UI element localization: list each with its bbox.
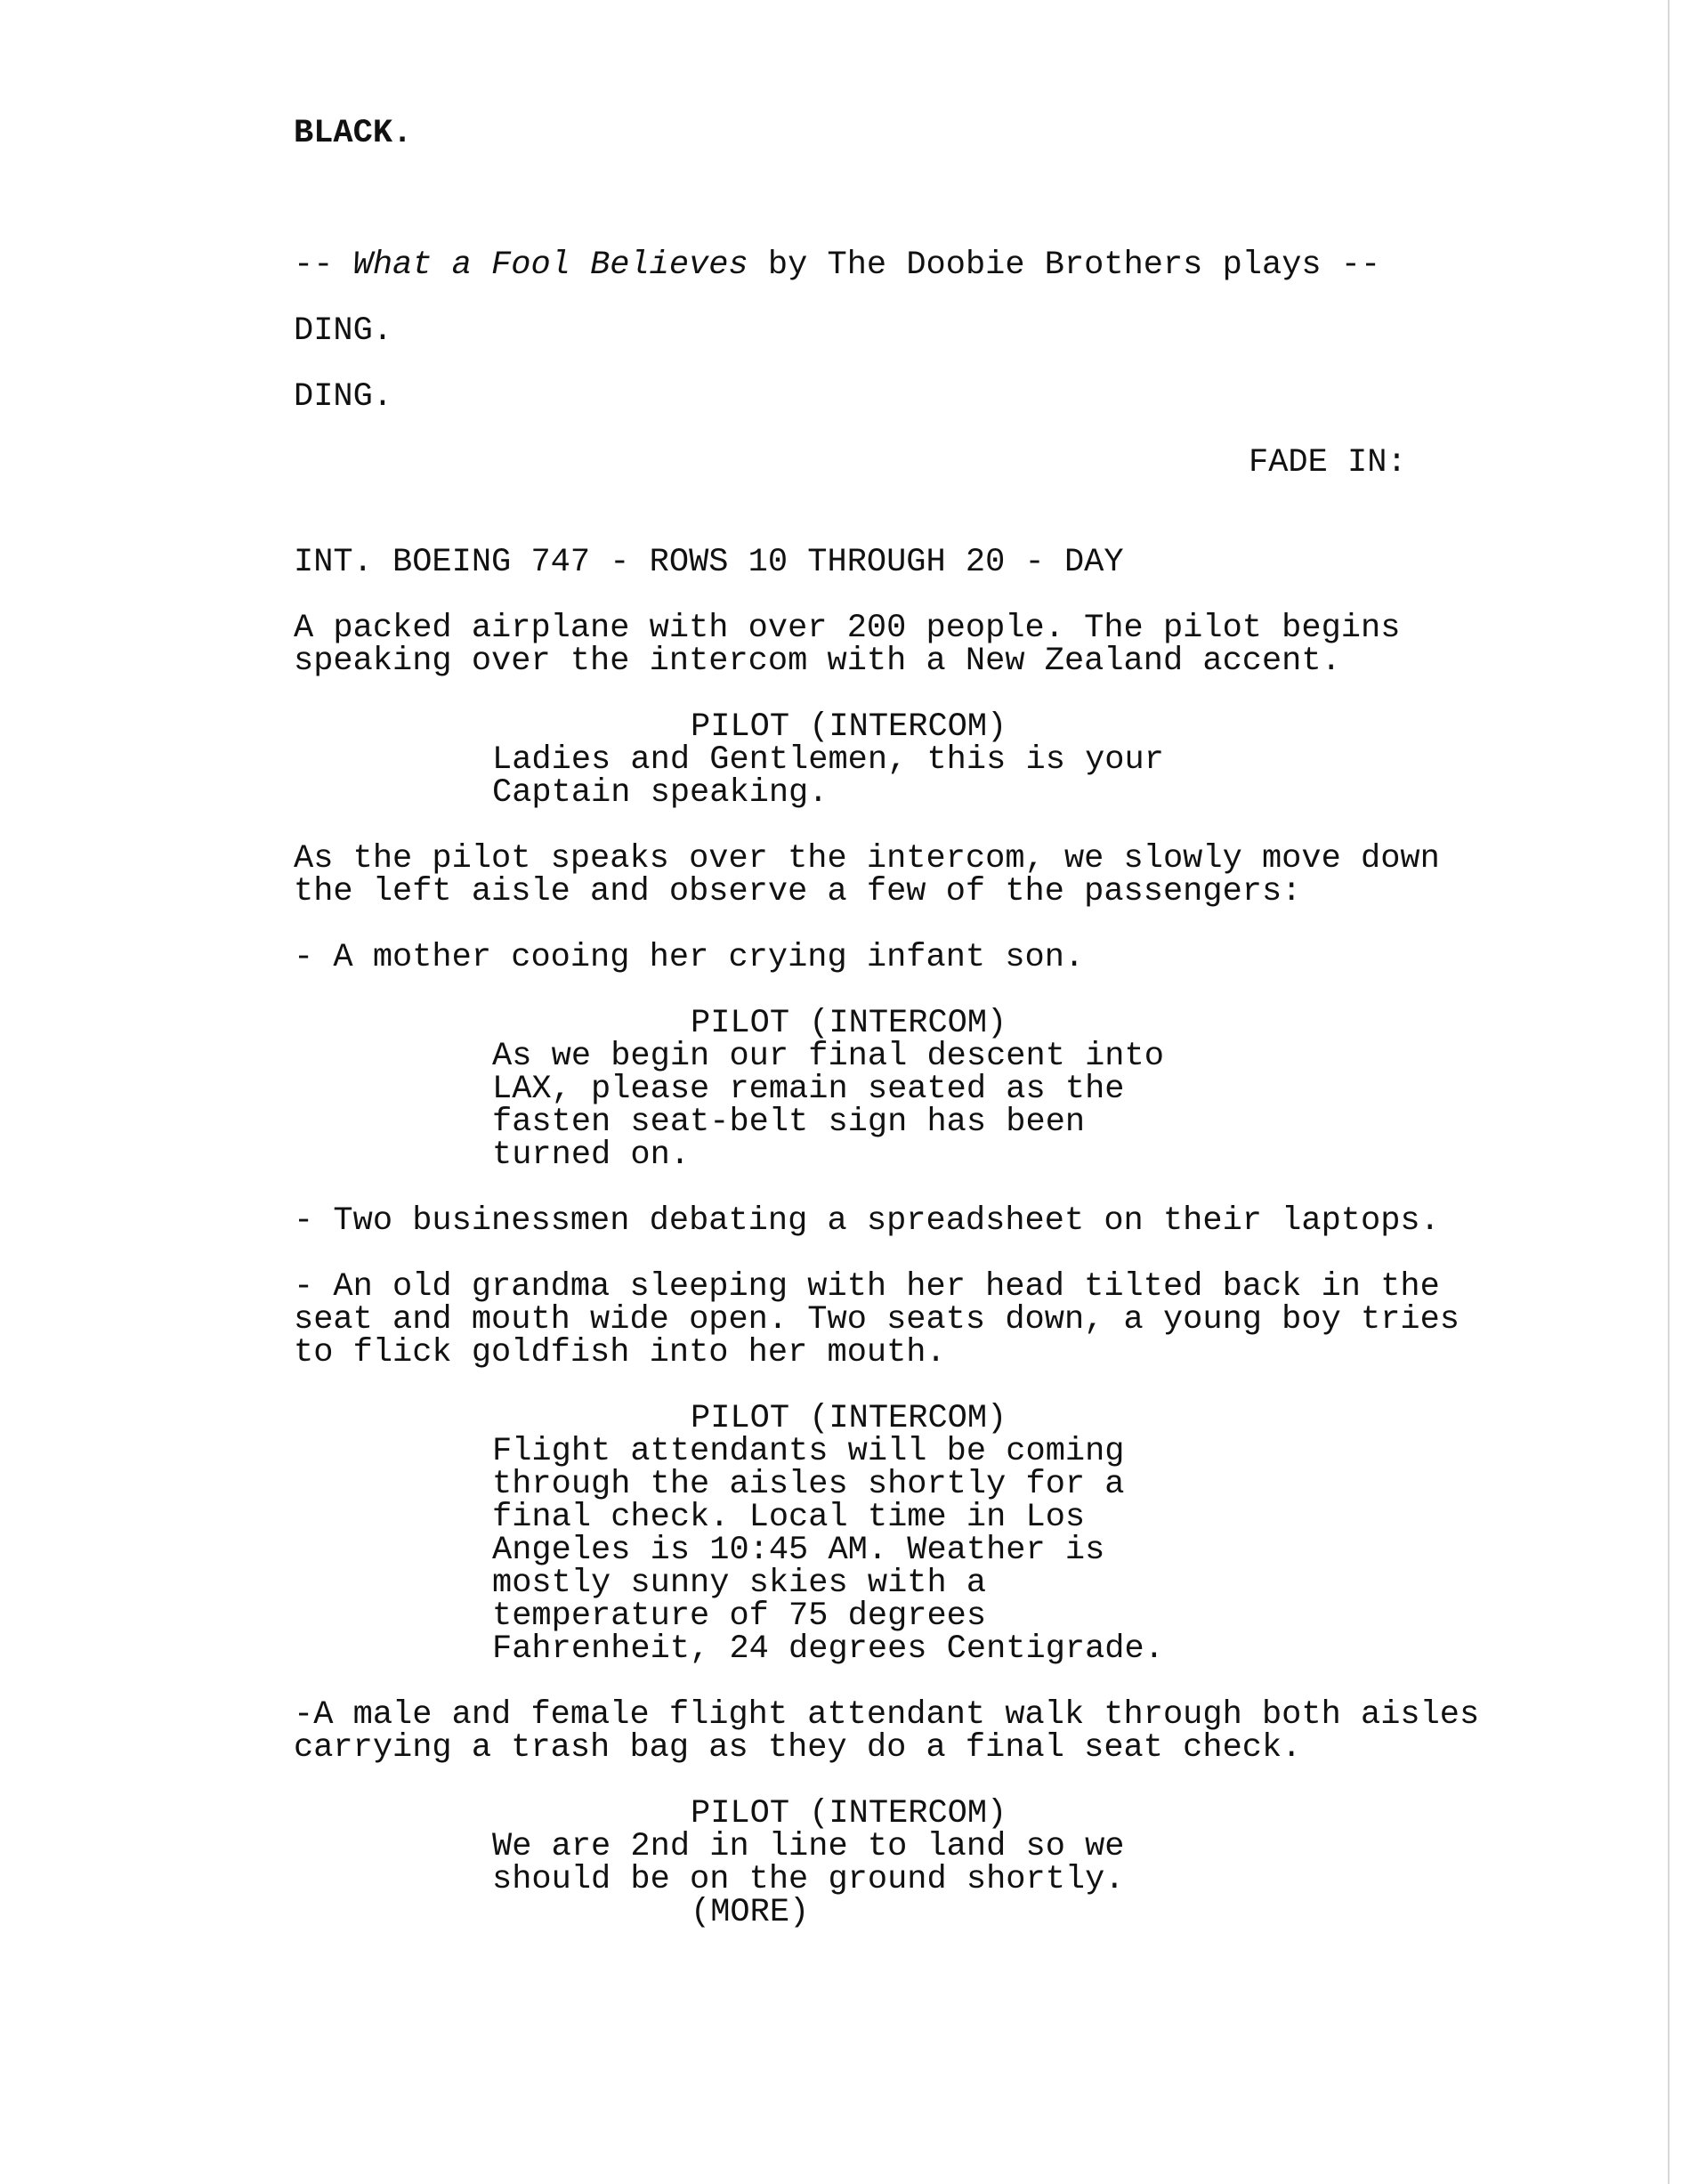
action-line: A packed airplane with over 200 people. The pilot begins <box>294 610 1401 647</box>
action-line: -A male and female flight attendant walk through both aisles <box>294 1696 1480 1734</box>
dialogue-line: through the aisles shortly for a <box>492 1466 1125 1503</box>
dialogue-line: Captain speaking. <box>492 774 829 812</box>
character-name: PILOT (INTERCOM) <box>691 708 1007 746</box>
character-name: PILOT (INTERCOM) <box>691 1005 1007 1042</box>
sound-cue-ding-2: DING. <box>294 378 393 416</box>
dialogue-line: turned on. <box>492 1136 691 1174</box>
character-name: PILOT (INTERCOM) <box>691 1400 1007 1437</box>
dialogue-line: LAX, please remain seated as the <box>492 1071 1125 1108</box>
dialogue-line: Flight attendants will be coming <box>492 1433 1125 1470</box>
scene-heading-black: BLACK. <box>294 115 413 152</box>
action-line: the left aisle and observe a few of the passengers: <box>294 873 1302 910</box>
dialogue-line: Angeles is 10:45 AM. Weather is <box>492 1532 1105 1569</box>
action-line: seat and mouth wide open. Two seats down, a young boy tries <box>294 1301 1460 1339</box>
dialogue-line: As we begin our final descent into <box>492 1038 1164 1075</box>
action-line: to flick goldfish into her mouth. <box>294 1334 946 1371</box>
dialogue-line: Ladies and Gentlemen, this is your <box>492 741 1164 779</box>
action-line: carrying a trash bag as they do a final seat check. <box>294 1729 1302 1767</box>
transition-fade-in: FADE IN: <box>1249 444 1407 481</box>
action-line: - A mother cooing her crying infant son. <box>294 939 1085 976</box>
song-cue <box>294 249 1380 282</box>
action-line: speaking over the intercom with a New Zealand accent. <box>294 643 1341 680</box>
scene-slugline: INT. BOEING 747 - ROWS 10 THROUGH 20 - DAY <box>294 544 1124 581</box>
song-cue-prefix: -- <box>294 247 353 284</box>
song-title: What a Fool Believes <box>352 247 748 284</box>
dialogue-line: should be on the ground shortly. <box>492 1861 1125 1898</box>
dialogue-line: mostly sunny skies with a <box>492 1565 987 1602</box>
character-name: PILOT (INTERCOM) <box>691 1795 1007 1832</box>
action-line: - Two businessmen debating a spreadsheet on their laptops. <box>294 1202 1440 1240</box>
action-line: As the pilot speaks over the intercom, we slowly move down <box>294 840 1440 878</box>
dialogue-line: We are 2nd in line to land so we <box>492 1828 1125 1865</box>
more-indicator: (MORE) <box>691 1894 810 1931</box>
sound-cue-ding-1: DING. <box>294 312 393 350</box>
dialogue-line: temperature of 75 degrees <box>492 1598 987 1635</box>
dialogue-line: final check. Local time in Los <box>492 1499 1086 1536</box>
dialogue-line: Fahrenheit, 24 degrees Centigrade. <box>492 1630 1164 1668</box>
action-line: - An old grandma sleeping with her head tilted back in the <box>294 1268 1440 1306</box>
song-cue-suffix: by The Doobie Brothers plays -- <box>748 247 1381 284</box>
dialogue-line: fasten seat-belt sign has been <box>492 1104 1086 1141</box>
